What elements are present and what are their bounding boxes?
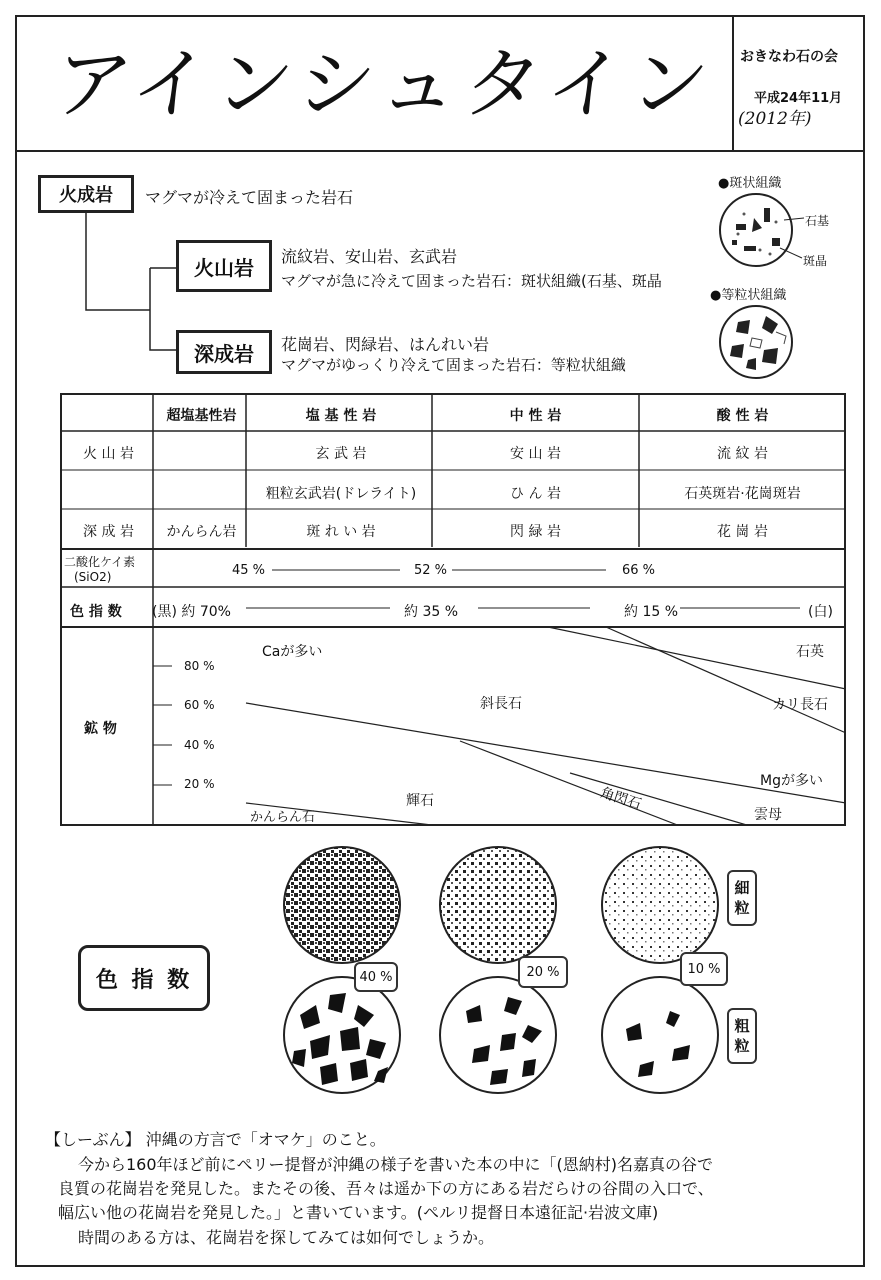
cell-granite: 花 崗 岩 bbox=[717, 524, 768, 540]
volcanic-rock-label: 火山岩 bbox=[176, 240, 272, 292]
plagioclase-label: 斜長石 bbox=[480, 696, 522, 712]
plutonic-rock-label: 深成岩 bbox=[176, 330, 272, 374]
header-acidic: 酸 性 岩 bbox=[716, 408, 769, 424]
silica-label: 二酸化ケイ素 bbox=[64, 555, 136, 569]
percent-40: 40 % bbox=[354, 962, 398, 992]
cell-basalt: 玄 武 岩 bbox=[315, 446, 367, 462]
tick-40: 40 % bbox=[184, 738, 215, 752]
cell-diorite: 閃 緑 岩 bbox=[510, 524, 561, 540]
tick-20: 20 % bbox=[184, 777, 215, 791]
coarse-sample-10 bbox=[602, 977, 718, 1093]
color-index-mid: 約 35 % bbox=[404, 604, 459, 620]
cell-gabbro: 斑 れ い 岩 bbox=[306, 524, 376, 540]
fine-sample-20 bbox=[440, 847, 556, 963]
color-index-figure-label: 色 指 数 bbox=[78, 945, 210, 1011]
equigranular-texture-illustration bbox=[716, 302, 806, 384]
silica-formula: (SiO2) bbox=[74, 570, 112, 584]
handwritten-year: (2012年) bbox=[738, 109, 812, 129]
volcanic-examples: 流紋岩、安山岩、玄武岩 bbox=[281, 247, 458, 266]
tick-60: 60 % bbox=[184, 698, 215, 712]
silica-52: 52 % bbox=[414, 563, 448, 578]
organization-name: おきなわ石の会 bbox=[740, 49, 838, 65]
silica-66: 66 % bbox=[622, 563, 656, 578]
equigranular-legend: ●等粒状組織 bbox=[710, 288, 787, 303]
coarse-char-2: 粒 bbox=[734, 1037, 750, 1055]
story-line-4: 幅広い他の花崗岩を発見した。」と書いています。(ペルリ提督日本遠征記·岩波文庫) bbox=[58, 1203, 659, 1222]
story-line-5: 時間のある方は、花崗岩を探してみては如何でしょうか。 bbox=[78, 1228, 495, 1247]
amphibole-label: 角閃石 bbox=[598, 784, 644, 814]
issue-date: 平成24年11月 bbox=[754, 91, 843, 106]
igneous-rock-desc: マグマが冷えて固まった岩石 bbox=[145, 188, 354, 207]
pyroxene-label: 輝石 bbox=[406, 793, 434, 809]
color-index-white: (白) bbox=[808, 604, 833, 620]
silica-45: 45 % bbox=[232, 563, 266, 578]
fine-char-2: 粒 bbox=[734, 899, 750, 917]
fine-char-1: 細 bbox=[734, 879, 750, 897]
row-label-plutonic: 深 成 岩 bbox=[83, 524, 134, 540]
cell-porphyrite: ひ ん 岩 bbox=[510, 486, 561, 502]
groundmass-label: 石基 bbox=[805, 214, 830, 228]
color-index-dark: (黒) 約 70% bbox=[152, 604, 231, 620]
k-feldspar-label: カリ長石 bbox=[772, 697, 828, 713]
color-index-light: 約 15 % bbox=[624, 604, 679, 620]
percent-10: 10 % bbox=[680, 952, 728, 986]
row-label-volcanic: 火 山 岩 bbox=[83, 446, 134, 462]
cell-andesite: 安 山 岩 bbox=[510, 446, 561, 462]
cell-rhyolite: 流 紋 岩 bbox=[717, 446, 768, 462]
color-index-samples bbox=[270, 845, 740, 1105]
coarse-char-1: 粗 bbox=[734, 1017, 750, 1035]
cell-dolerite: 粗粒玄武岩(ドレライト) bbox=[265, 486, 417, 502]
story-line-3: 良質の花崗岩を発見した。またその後、吾々は遥か下の方にある岩だらけの谷間の入口で、 bbox=[58, 1179, 714, 1198]
story-line-1: 【しーぶん】 沖縄の方言で「オマケ」のこと。 bbox=[45, 1130, 386, 1149]
cell-quartz-porphyry: 石英斑岩·花崗斑岩 bbox=[684, 486, 801, 502]
color-index-label: 色 指 数 bbox=[70, 604, 122, 620]
header-ultrabasic: 超塩基性岩 bbox=[166, 408, 237, 424]
olivine-label: かんらん石 bbox=[250, 810, 316, 825]
quartz-label: 石英 bbox=[796, 644, 824, 660]
igneous-rock-label: 火成岩 bbox=[38, 175, 134, 213]
coarse-grain-label bbox=[727, 1008, 757, 1064]
cell-peridotite: かんらん岩 bbox=[166, 524, 237, 540]
phenocryst-label: 斑晶 bbox=[803, 254, 828, 268]
fine-sample-10 bbox=[602, 847, 718, 963]
volcanic-desc: マグマが急に冷えて固まった岩石：斑状組織(石基、斑晶 bbox=[281, 272, 662, 290]
porphyritic-legend: ●斑状組織 bbox=[718, 176, 782, 191]
mg-rich-label: Mgが多い bbox=[760, 773, 823, 789]
story-line-2: 今から160年ほど前にペリー提督が沖縄の様子を書いた本の中に「(恩納村)名嘉真の谷で bbox=[78, 1155, 714, 1174]
plutonic-examples: 花崗岩、閃緑岩、はんれい岩 bbox=[281, 335, 490, 354]
plutonic-desc: マグマがゆっくり冷えて固まった岩石：等粒状組織 bbox=[281, 356, 626, 374]
fine-grain-label bbox=[727, 870, 757, 926]
mica-label: 雲母 bbox=[754, 807, 782, 823]
page-title: アインシュタイン bbox=[49, 40, 719, 130]
header-intermediate: 中 性 岩 bbox=[509, 408, 562, 424]
percent-20: 20 % bbox=[518, 956, 568, 988]
minerals-label: 鉱 物 bbox=[84, 721, 117, 737]
header-basic: 塩 基 性 岩 bbox=[305, 408, 377, 424]
fine-sample-40 bbox=[284, 847, 400, 963]
ca-rich-label: Caが多い bbox=[262, 644, 323, 660]
tick-80: 80 % bbox=[184, 659, 215, 673]
